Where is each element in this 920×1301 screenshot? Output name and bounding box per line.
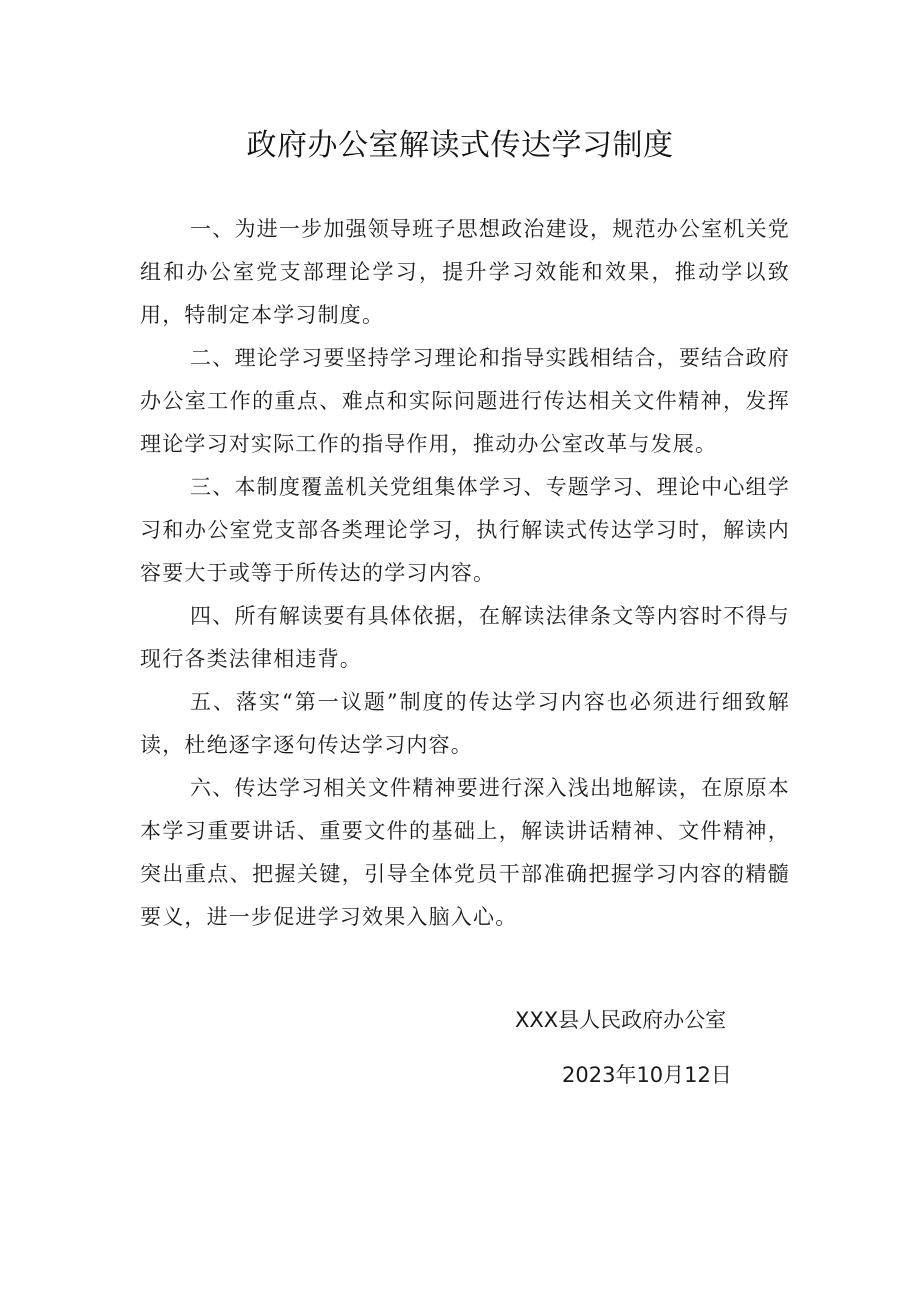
paragraph-6: 六、传达学习相关文件精神要进行深入浅出地解读，在原原本本学习重要讲话、重要文件的基础上，解读讲话精神、文件精神，突出重点、把握关键，引导全体党员干部准确把握学习内容的精髓要义，进一步促进学习效果入脑入心。 bbox=[140, 776, 790, 929]
signature-organization: XXX县人民政府办公室 bbox=[515, 1008, 727, 1032]
paragraph-4: 四、所有解读要有具体依据，在解读法律条文等内容时不得与现行各类法律相违背。 bbox=[140, 604, 790, 671]
document-title: 政府办公室解读式传达学习制度 bbox=[246, 128, 674, 163]
signature-date: 2023年10月12日 bbox=[562, 1063, 732, 1087]
paragraph-5: 五、落实“第一议题”制度的传达学习内容也必须进行细致解读，杜绝逐字逐句传达学习内容。 bbox=[140, 690, 790, 757]
document-body bbox=[140, 208, 790, 939]
paragraph-1: 一、为进一步加强领导班子思想政治建设，规范办公室机关党组和办公室党支部理论学习，提升学习效能和效果，推动学以致用，特制定本学习制度。 bbox=[140, 217, 790, 327]
paragraph-3: 三、本制度覆盖机关党组集体学习、专题学习、理论中心组学习和办公室党支部各类理论学习，执行解读式传达学习时，解读内容要大于或等于所传达的学习内容。 bbox=[140, 475, 790, 585]
paragraph-2: 二、理论学习要坚持学习理论和指导实践相结合，要结合政府办公室工作的重点、难点和实际问题进行传达相关文件精神，发挥理论学习对实际工作的指导作用，推动办公室改革与发展。 bbox=[140, 346, 790, 456]
